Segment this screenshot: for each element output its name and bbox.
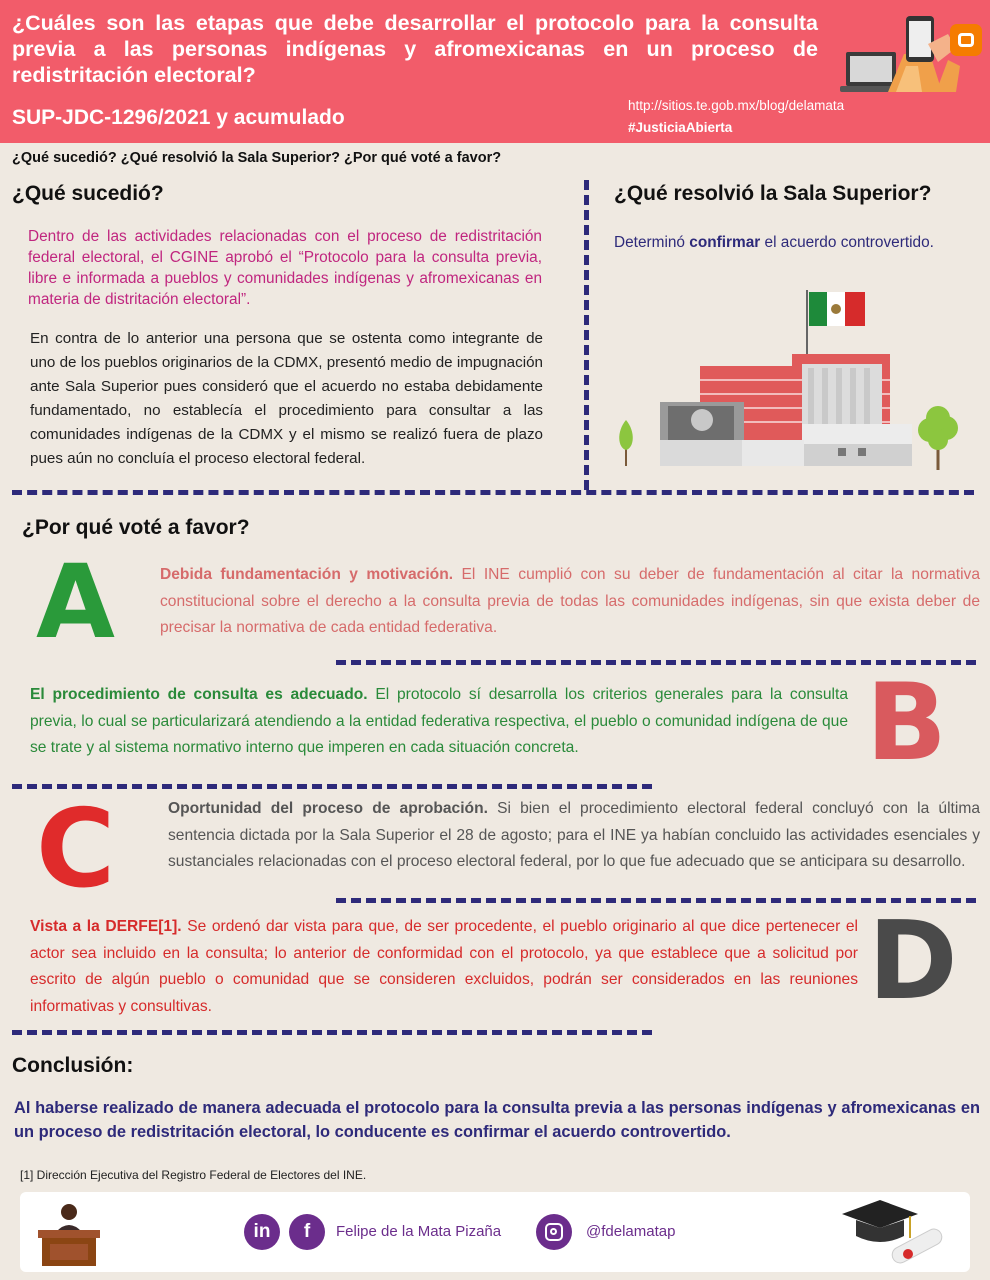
letter-c: C xyxy=(36,787,116,912)
subtitle: ¿Qué sucedió? ¿Qué resolvió la Sala Superior? ¿Por qué voté a favor? xyxy=(12,150,502,166)
page-title: ¿Cuáles son las etapas que debe desarrollar el protocolo para la consulta previa a las personas indígenas y afromexicanas en un proceso de redistritación electoral? xyxy=(12,11,818,87)
conclusion-text: Al haberse realizado de manera adecuada el protocolo para la consulta previa a las personas indígenas y afromexicanas en un proceso de redistritación electoral, lo conducente es confirmar el acuerdo controvertido. xyxy=(14,1099,980,1141)
what-happened-heading: ¿Qué sucedió? xyxy=(12,182,164,205)
what-happened-paragraph-1: Dentro de las actividades relacionadas con el proceso de redistritación federal electoral, el CGINE aprobó el “Protocolo para la consulta previa, libre e informada a pueblos y comunidades indígenas y afromexicanas en materia de distritación electoral”. xyxy=(28,228,542,308)
reason-a: Debida fundamentación y motivación. El INE cumplió con su deber de fundamentación al citar la normativa constitucional sobre el derecho a la consulta previa de todas las comunidades indígenas, sin que exista deber de precisar la normativa de cada entidad federativa. xyxy=(160,566,981,636)
reason-c: Oportunidad del proceso de aprobación. Si bien el procedimiento electoral federal concluyó con la última sentencia dictada por la Sala Superior el 28 de agosto; para el INE ya habían concluido las actividades esenciales y sustanciales relacionadas con el proceso electoral federal, por lo que fue adecuado que se anticipara su desarrollo. xyxy=(168,800,980,870)
blog-url[interactable]: http://sitios.te.gob.mx/blog/delamata xyxy=(628,98,845,113)
letter-d: D xyxy=(868,899,958,1024)
letter-a: A xyxy=(36,543,115,662)
reason-b: El procedimiento de consulta es adecuado. El protocolo sí desarrolla los criterios generales para la consulta previa, lo cual se particularizará atendiendo a la entidad federativa respectiva, el pueblo o comunidad indígena de que se trate y al sistema normativo interno que imperen en cada situación concreta. xyxy=(30,686,848,756)
resolved-heading: ¿Qué resolvió la Sala Superior? xyxy=(614,182,932,205)
graduation-cap-icon xyxy=(838,1196,948,1268)
blogger-icon[interactable] xyxy=(950,24,982,56)
hashtag: #JusticiaAbierta xyxy=(628,120,733,135)
vertical-divider xyxy=(584,180,589,490)
judge-podium-icon xyxy=(34,1198,104,1268)
instagram-handle[interactable]: @fdelamatap xyxy=(586,1223,676,1240)
letter-b: B xyxy=(866,661,947,784)
divider-d xyxy=(12,1030,652,1035)
resolved-text: Determinó confirmar el acuerdo controvertido. xyxy=(614,234,934,251)
court-building-illustration xyxy=(612,284,964,472)
footnote: [1] Dirección Ejecutiva del Registro Federal de Electores del INE. xyxy=(20,1168,367,1182)
author-name[interactable]: Felipe de la Mata Pizaña xyxy=(336,1223,502,1240)
reason-d: Vista a la DERFE[1]. Se ordenó dar vista para que, de ser procedente, el pueblo originario al que dice pertenecer el actor sea incluido en la consulta; lo anterior de conformidad con el protocolo, ya que establece que a solicitud por escrito de algún pueblo o comunidad que se consideren excluidos, podrán ser considerados en las reuniones informativas y consultivas. xyxy=(30,918,858,1015)
instagram-icon[interactable] xyxy=(536,1214,572,1250)
what-happened-paragraph-2: En contra de lo anterior una persona que se ostenta como integrante de uno de los pueblos originarios de la CDMX, presentó medio de impugnación ante Sala Superior pues consideró que el acuerdo no estaba debidamente fundamentado, no establecía el procedimiento para consultar a las comunidades indígenas de la CDMX y el mismo se realizó fuera de plazo pues aún no concluía el proceso electoral federal. xyxy=(30,330,543,467)
case-number: SUP-JDC-1296/2021 y acumulado xyxy=(12,106,345,129)
facebook-icon[interactable]: f xyxy=(289,1214,325,1250)
why-heading: ¿Por qué voté a favor? xyxy=(22,516,250,539)
conclusion-heading: Conclusión: xyxy=(12,1054,134,1077)
section-divider xyxy=(12,490,974,495)
linkedin-icon[interactable]: in xyxy=(244,1214,280,1250)
